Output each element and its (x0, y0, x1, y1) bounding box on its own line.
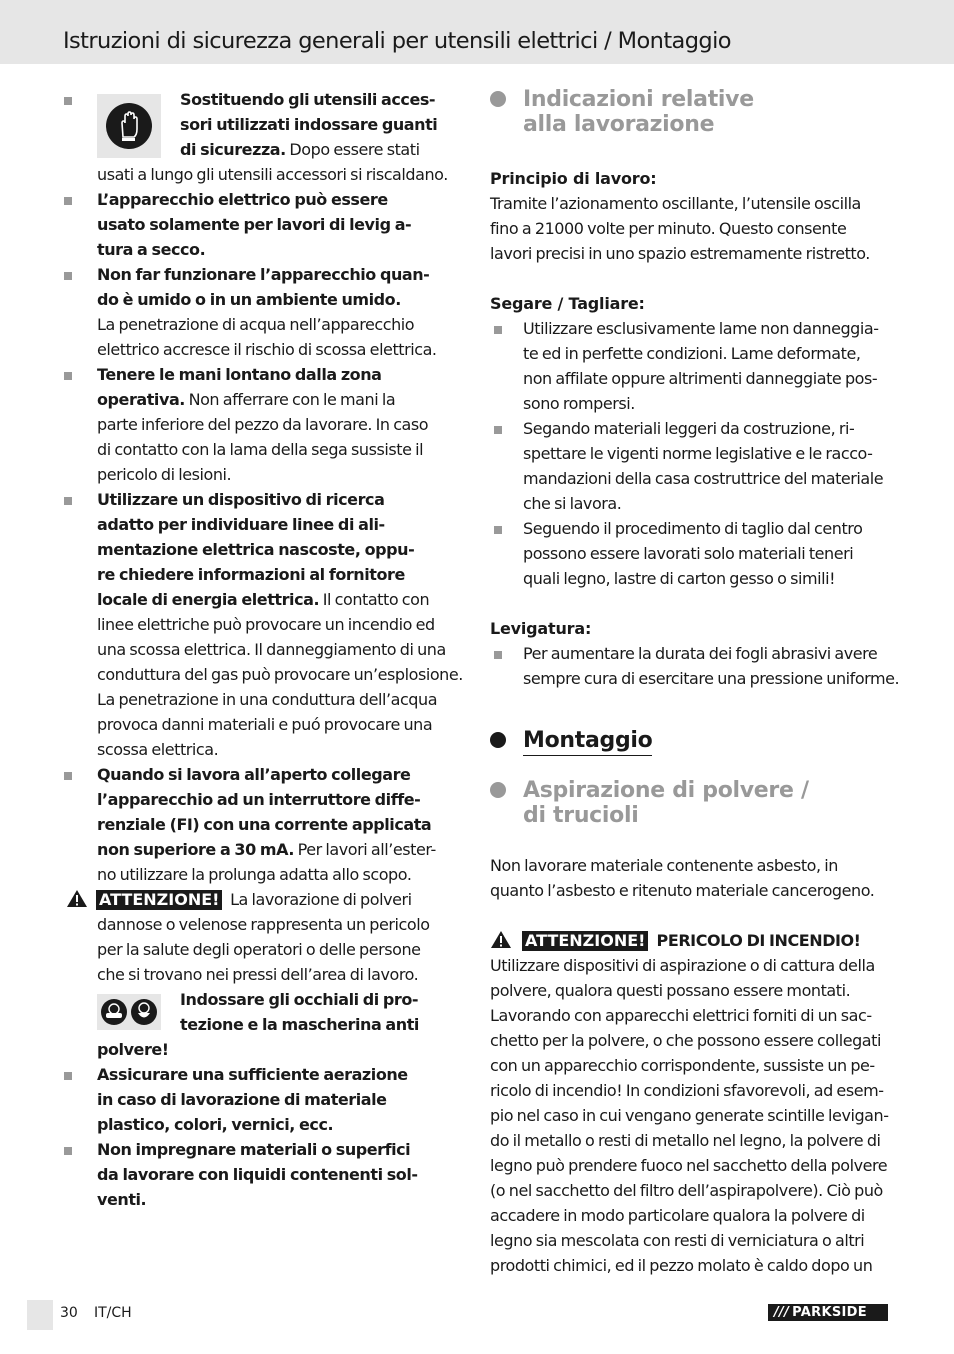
section-dot-icon (490, 782, 506, 798)
solvents-line-2: da lavorare con liquidi contenenti sol- (97, 1165, 418, 1184)
dry-line-1: L’apparecchio elettrico può essere (97, 190, 388, 209)
goggles-item (60, 987, 470, 1062)
sanding-bullet (490, 641, 900, 691)
detector-line-10: provoca danni materiali e puó provocare una (97, 715, 433, 734)
fire-line: accadere in modo particolare qualora la polvere di (490, 1206, 865, 1225)
sawing-b1-line: Utilizzare esclusivamente lame non danneggia- (523, 319, 879, 338)
dry-line-3: tura a secco. (97, 240, 206, 259)
detector-line-11: scossa elettrica. (97, 740, 219, 759)
sawing-b1-line: sono rompersi. (523, 394, 635, 413)
mounting-heading (490, 728, 894, 753)
right-column (490, 87, 900, 1278)
gloves-item (60, 87, 470, 187)
warning-line-3: per la salute degli operatori o delle persone (97, 940, 421, 959)
fire-line: (o nel sacchetto del filtro dell’aspirapolvere). Ciò può (490, 1181, 883, 1200)
outdoor-item (60, 762, 470, 887)
dust-warning (60, 887, 470, 987)
dry-line-2: usato solamente per lavori di levig a- (97, 215, 412, 234)
dust-heading-1: Aspirazione di polvere / (523, 778, 809, 803)
fire-line: do il metallo o resti di metallo nel legno, la polvere di (490, 1131, 881, 1150)
page-header (0, 0, 954, 64)
processing-heading-1: Indicazioni relative (523, 87, 754, 112)
section-dot-icon (490, 732, 506, 748)
brand-mark: /// (774, 1305, 790, 1320)
aeration-line-1: Assicurare una sufficiente aerazione (97, 1065, 408, 1084)
principle-line-1: Tramite l’azionamento oscillante, l’utensile oscilla (490, 194, 861, 213)
outdoor-line-5: no utilizzare la prolunga adatta allo scopo. (97, 865, 412, 884)
sawing-b2-line: mandazioni della casa costruttrice del materiale (523, 469, 884, 488)
fire-line: con un apparecchio corrispondente, sussiste un pe- (490, 1056, 875, 1075)
page-number: 30 (60, 1305, 78, 1321)
fire-line: Utilizzare dispositivi di aspirazione o di cattura della (490, 956, 875, 975)
detector-line-5n: Il contatto con (319, 590, 430, 609)
wet-line-3: La penetrazione di acqua nell’apparecchio (97, 315, 415, 334)
goggles-line-1: Indossare gli occhiali di pro- (180, 990, 419, 1009)
sawing-b1-line: te ed in perfette condizioni. Lame deformate, (523, 344, 861, 363)
gloves-heading-2: sori utilizzati indossare guanti (180, 115, 438, 134)
gloves-text-2: usati a lungo gli utensili accessori si riscaldano. (97, 165, 448, 184)
sanding-line-1: Per aumentare la durata dei fogli abrasivi avere (523, 644, 878, 663)
fire-line: Lavorando con apparecchi elettrici forniti di un sac- (490, 1006, 872, 1025)
section-dot-icon (490, 91, 506, 107)
fire-line: prodotti chimici, ed il pezzo molato è caldo dopo un (490, 1256, 873, 1275)
detector-line-3: mentazione elettrica nascoste, oppu- (97, 540, 415, 559)
aeration-item (60, 1062, 470, 1137)
aeration-line-2: in caso di lavorazione di materiale (97, 1090, 387, 1109)
warning-line-2: dannose o velenose rappresenta un pericolo (97, 915, 430, 934)
fire-warning-title (490, 928, 894, 953)
detector-line-7: una scossa elettrica. Il danneggiamento di una (97, 640, 446, 659)
sawing-bullet-1 (490, 316, 894, 416)
outdoor-line-4n: Per lavori all’ester- (293, 840, 436, 859)
warning-line-1: La lavorazione di polveri (226, 890, 412, 909)
left-column (60, 87, 470, 1212)
hands-line-2b: operativa. (97, 390, 185, 409)
wet-line-2: do è umido o in un ambiente umido. (97, 290, 401, 309)
hands-line-4: di contatto con la lama della sega sussiste il (97, 440, 424, 459)
wet-line-1: Non far funzionare l’apparecchio quan- (97, 265, 430, 284)
outdoor-line-1: Quando si lavora all’aperto collegare (97, 765, 411, 784)
solvents-item (60, 1137, 470, 1212)
fire-line: legno può prendere fuoco nel sacchetto della polvere (490, 1156, 888, 1175)
gloves-text-1: Dopo essere stati (285, 140, 420, 159)
fire-line: legno sia mescolata con resti di verniciatura o altri (490, 1231, 865, 1250)
warning-triangle-icon (66, 889, 88, 908)
detector-line-8: conduttura del gas può provocare un’esplosione. (97, 665, 463, 684)
hands-line-3: parte inferiore del pezzo da lavorare. In caso (97, 415, 429, 434)
sanding-line-2: sempre cura di esercitare una pressione uniforme. (523, 669, 900, 688)
dry-sanding-item (60, 187, 470, 262)
gloves-heading-1: Sostituendo gli utensili acces- (180, 90, 436, 109)
warning-line-4: che si trovano nei pressi dell’area di lavoro. (97, 965, 419, 984)
detector-line-9: La penetrazione in una conduttura dell’acqua (97, 690, 438, 709)
sawing-b3-line: Seguendo il procedimento di taglio dal centro (523, 519, 863, 538)
sawing-b2-line: che si lavora. (523, 494, 622, 513)
detector-item (60, 487, 470, 762)
brand-name: PARKSIDE (792, 1305, 867, 1320)
detector-line-4: re chiedere informazioni al fornitore (97, 565, 405, 584)
solvents-line-1: Non impregnare materiali o superfici (97, 1140, 411, 1159)
fire-line: ricolo di incendio! In condizioni sfavorevoli, ad esem- (490, 1081, 884, 1100)
sawing-b1-line: non affilate oppure altrimenti danneggiate pos- (523, 369, 878, 388)
asbestos-line-2: quanto l’asbesto e ritenuto materiale cancerogeno. (490, 881, 875, 900)
sanding-label: Levigatura: (490, 619, 592, 638)
sawing-label: Segare / Tagliare: (490, 294, 645, 313)
sawing-bullet-2 (490, 416, 894, 516)
detector-line-6: linee elettriche può provocare un incendio ed (97, 615, 435, 634)
principle-line-3: lavori precisi in uno spazio estremamente ristretto. (490, 244, 870, 263)
principle-label: Principio di lavoro: (490, 169, 657, 188)
sawing-bullet-3 (490, 516, 894, 591)
gloves-heading-3: di sicurezza. (180, 140, 286, 159)
wet-line-4: elettrico accresce il rischio di scossa elettrica. (97, 340, 437, 359)
wet-item (60, 262, 470, 362)
sawing-b3-line: quali legno, lastre di carton gesso o simili! (523, 569, 836, 588)
dust-heading (490, 778, 894, 828)
fire-line: chetto per la polvere, o che possono essere collegati (490, 1031, 881, 1050)
locale-label: IT/CH (94, 1305, 132, 1321)
fire-title: PERICOLO DI INCENDIO! (652, 931, 861, 950)
dust-heading-2: di trucioli (523, 803, 639, 828)
page-title: Istruzioni di sicurezza generali per utensili elettrici / Montaggio (63, 28, 731, 54)
fire-line: pio nel caso in cui vengano generate scintille levigan- (490, 1106, 889, 1125)
hands-item (60, 362, 470, 487)
hands-line-1: Tenere le mani lontano dalla zona (97, 365, 382, 384)
outdoor-line-3: renziale (FI) con una corrente applicata (97, 815, 432, 834)
fire-line: polvere, qualora questi possano essere montati. (490, 981, 851, 1000)
processing-heading (490, 87, 894, 137)
sawing-b2-line: Segando materiali leggeri da costruzione, ri- (523, 419, 855, 438)
processing-heading-2: alla lavorazione (523, 112, 715, 137)
asbestos-line-1: Non lavorare materiale contenente asbesto, in (490, 856, 838, 875)
attention-badge: ATTENZIONE! (96, 890, 222, 910)
detector-line-5b: locale di energia elettrica. (97, 590, 320, 609)
hands-line-2n: Non afferrare con le mani la (184, 390, 396, 409)
outdoor-line-2: l’apparecchio ad un interruttore diffe- (97, 790, 421, 809)
detector-line-1: Utilizzare un dispositivo di ricerca (97, 490, 385, 509)
goggles-line-2: tezione e la mascherina anti (180, 1015, 419, 1034)
principle-line-2: fino a 21000 volte per minuto. Questo consente (490, 219, 847, 238)
brand-logo (768, 1304, 888, 1321)
solvents-line-3: venti. (97, 1190, 147, 1209)
fire-text (490, 953, 894, 1278)
goggles-line-3: polvere! (97, 1040, 169, 1059)
hands-line-5: pericolo di lesioni. (97, 465, 232, 484)
footer-marker (27, 1300, 53, 1330)
sawing-b2-line: spettare le vigenti norme legislative e le racco- (523, 444, 873, 463)
mounting-heading-text: Montaggio (523, 728, 652, 756)
attention-badge: ATTENZIONE! (522, 931, 648, 951)
detector-line-2: adatto per individuare linee di ali- (97, 515, 385, 534)
outdoor-line-4b: non superiore a 30 mA. (97, 840, 294, 859)
warning-triangle-icon (490, 930, 512, 949)
sawing-b3-line: possono essere lavorati solo materiali teneri (523, 544, 854, 563)
aeration-line-3: plastico, colori, vernici, ecc. (97, 1115, 334, 1134)
